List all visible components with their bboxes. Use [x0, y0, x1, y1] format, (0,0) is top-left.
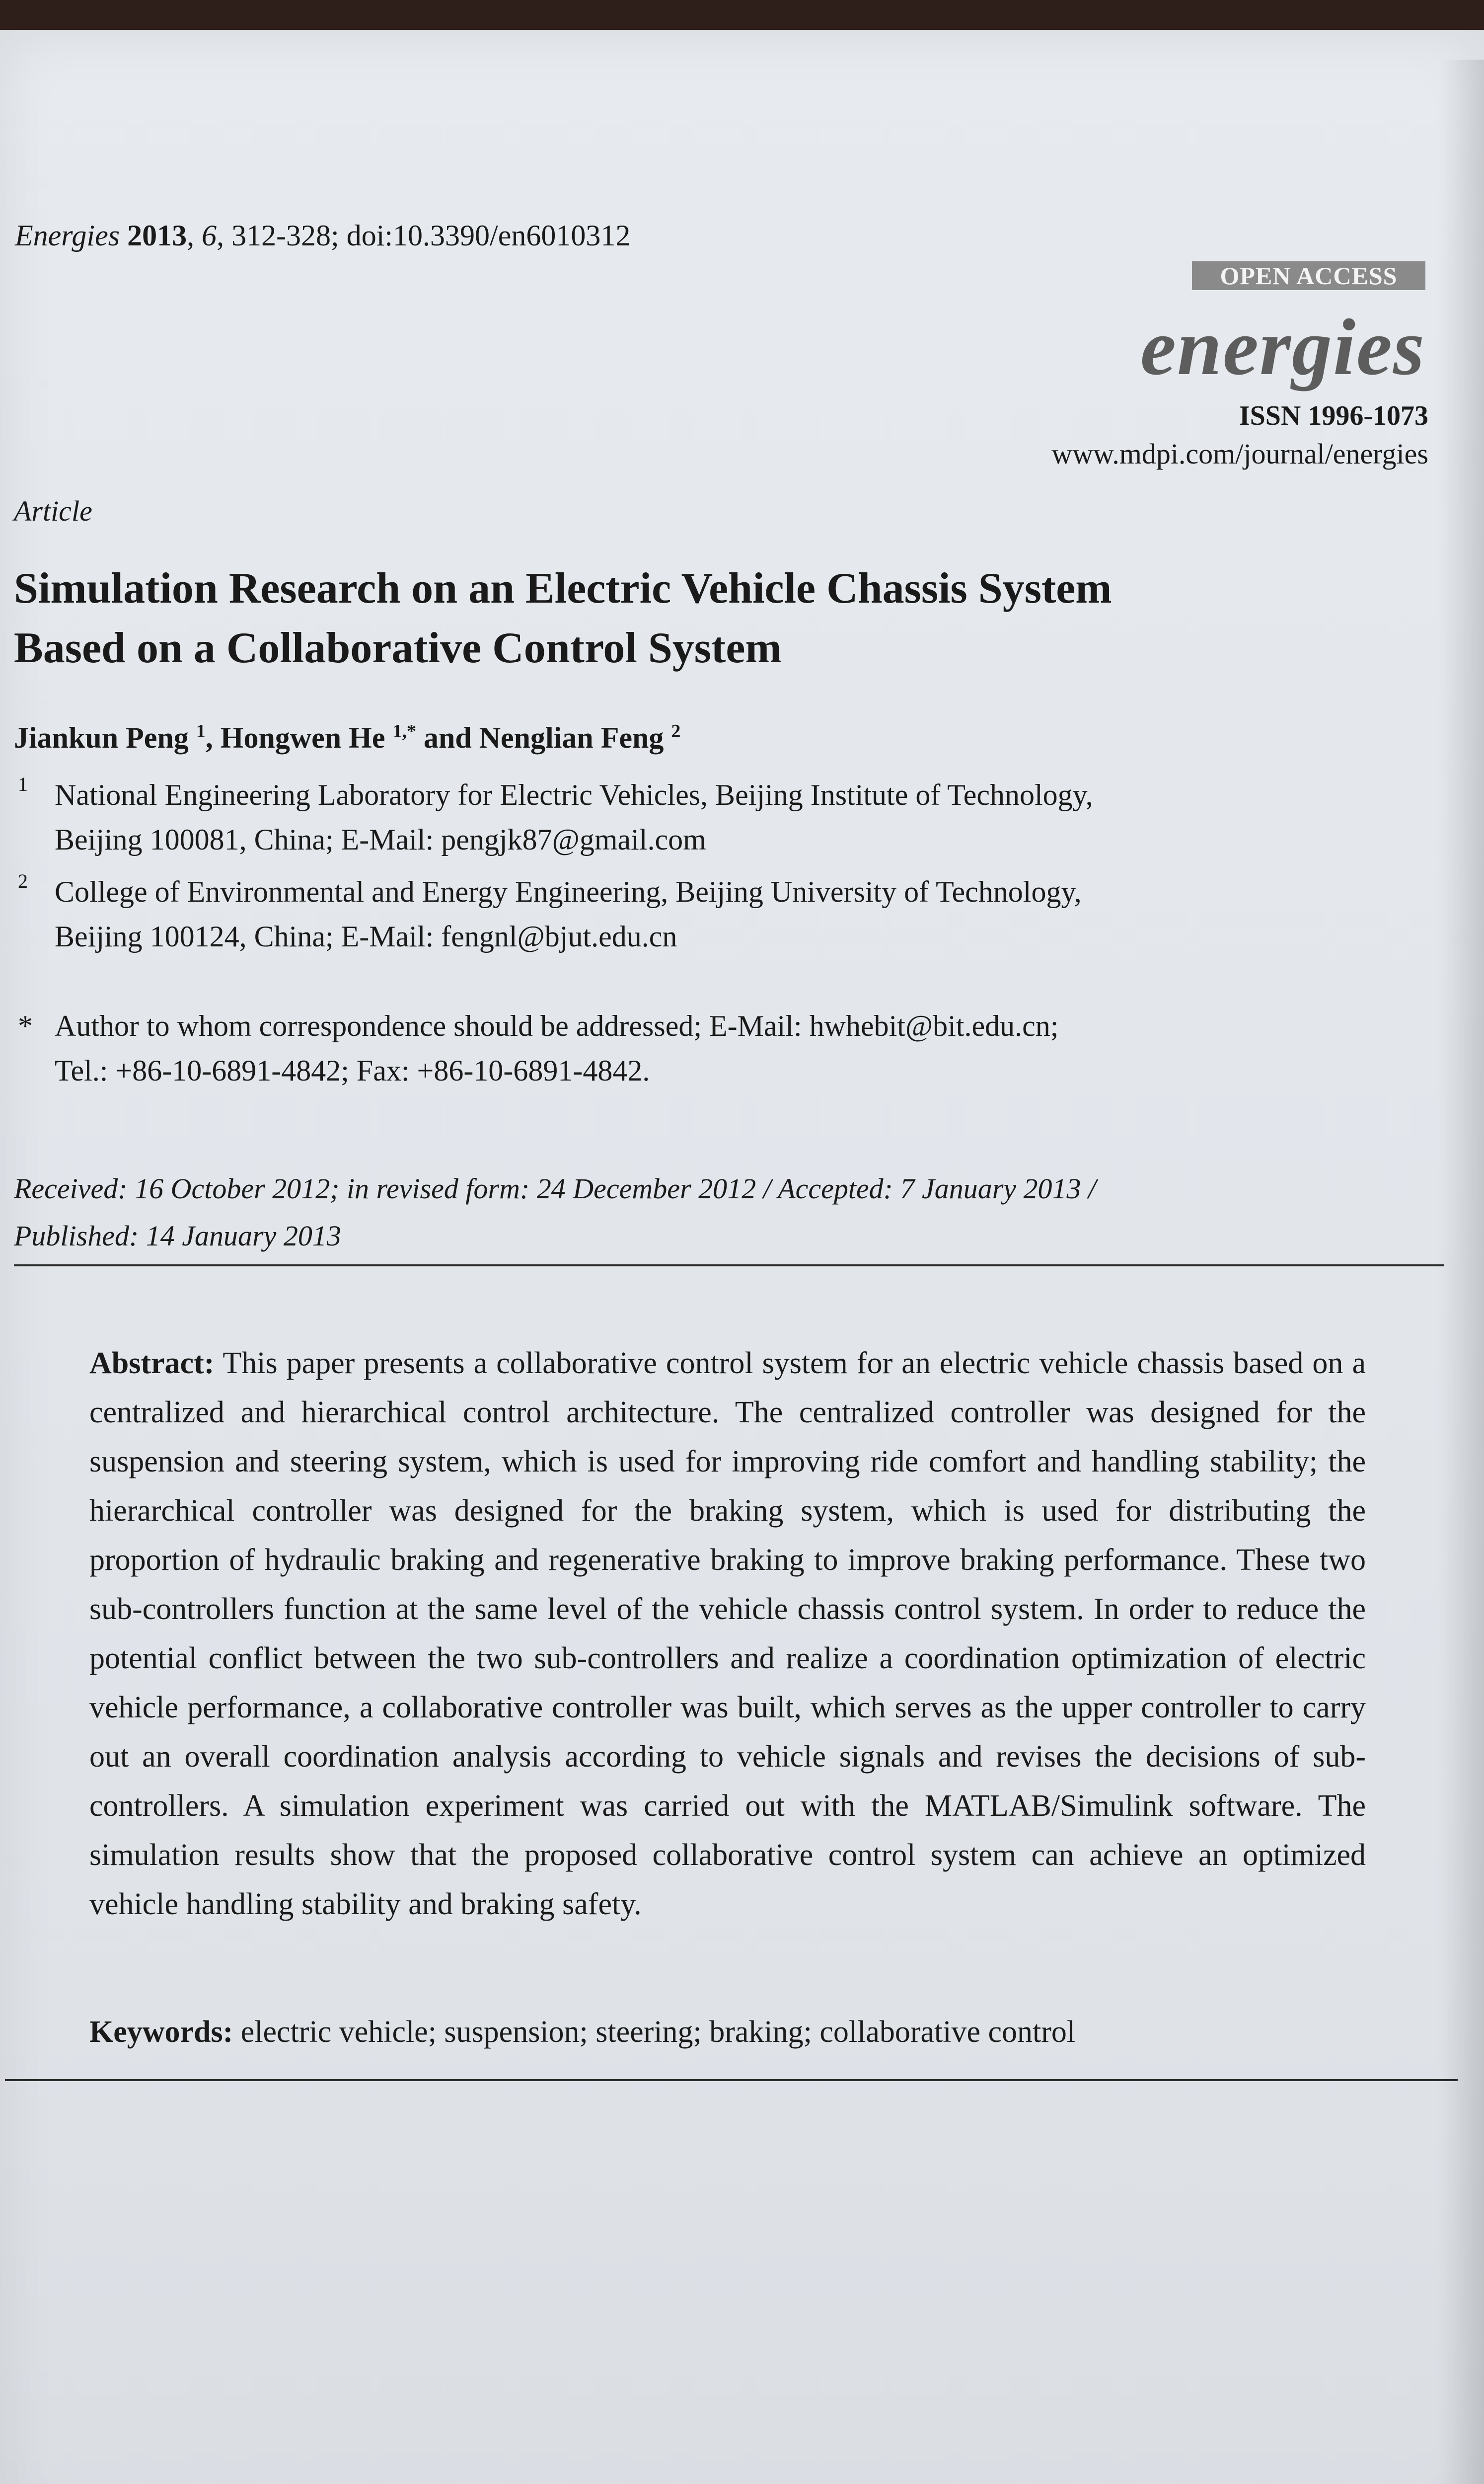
page-shadow — [1439, 60, 1484, 2484]
divider-top — [14, 1264, 1444, 1266]
citation-volume: 6 — [202, 219, 217, 252]
author-name: Nenglian Feng — [479, 721, 664, 754]
correspondence-marker: * — [18, 1009, 33, 1042]
citation-year: 2013 — [127, 219, 187, 252]
citation-pages-doi: , 312-328; doi:10.3390/en6010312 — [217, 219, 631, 252]
keywords — [89, 2015, 1075, 2050]
affiliation-marker: 1 — [18, 773, 28, 795]
open-access-badge: OPEN ACCESS — [1192, 261, 1425, 290]
issn: ISSN 1996-1073 — [1239, 400, 1428, 431]
author-affiliation-mark: 1 — [196, 721, 206, 742]
author-name: Hongwen He — [220, 721, 385, 754]
publication-dates: Received: 16 October 2012; in revised form: 24 December 2012 / Accepted: 7 January 2013 / Published: 14 January 2013 — [14, 1172, 1097, 1252]
journal-website: www.mdpi.com/journal/energies — [1051, 438, 1428, 470]
paper-title — [14, 559, 1112, 678]
keywords-label: Keywords: — [89, 2015, 233, 2049]
divider-bottom — [5, 2079, 1458, 2081]
abstract-label: Abstract: — [89, 1346, 215, 1380]
author-name: Jiankun Peng — [14, 721, 189, 754]
title-line-2: Based on a Collaborative Control System — [14, 624, 782, 672]
title-line-1: Simulation Research on an Electric Vehicle Chassis System — [14, 564, 1112, 613]
citation-line: Energies 2013, 6, 312-328; doi:10.3390/en6010312 — [15, 219, 631, 252]
author-affiliation-mark: 1,* — [392, 721, 416, 742]
author-list: Jiankun Peng $^1$, Hongwen He $^{1,*}$ and Nenglian Feng $^2$ — [14, 721, 681, 754]
abstract-text: This paper presents a collaborative control system for an electric vehicle chassis based on a centralized and hierarchical control architecture. The centralized controller was designed for the suspension and steering system, which is used for improving ride comfort and handling stability; the hierarchical controller was designed for the braking system, which is used for distributing the proportion of hydraulic braking and regenerative braking to improve braking performance. These two sub-controllers function at the same level of the vehicle chassis control system. In order to reduce the potential conflict between the two sub-controllers and realize a coordination optimization of electric vehicle performance, a collaborative controller was built, which serves as the upper controller to carry out an overall coordination analysis according to vehicle signals and revises the decisions of sub-controllers. A simulation experiment was carried out with the MATLAB/Simulink software. The simulation results show that the proposed collaborative control system can achieve an optimized vehicle handling stability and braking safety. — [89, 1346, 1366, 1921]
journal-logo: energies — [1140, 303, 1425, 392]
abstract — [89, 1339, 1366, 1929]
affiliation-2: College of Environmental and Energy Engineering, Beijing University of Technology, Beijing 100124, China; E-Mail: fengnl@bjut.edu.cn — [55, 875, 1082, 953]
affiliation-marker: 2 — [18, 870, 28, 892]
paper-sheet — [0, 30, 1484, 2484]
author-affiliation-mark: 2 — [671, 721, 681, 742]
article-type: Article — [14, 495, 92, 527]
correspondence-note: Author to whom correspondence should be addressed; E-Mail: hwhebit@bit.edu.cn; Tel.: +86-10-6891-4842; Fax: +86-10-6891-4842. — [55, 1009, 1059, 1087]
citation-journal: Energies — [15, 219, 120, 252]
affiliation-1: National Engineering Laboratory for Electric Vehicles, Beijing Institute of Technology, Beijing 100081, China; E-Mail: pengjk87@gmail.com — [55, 778, 1093, 856]
keywords-text: electric vehicle; suspension; steering; braking; collaborative control — [240, 2015, 1076, 2049]
